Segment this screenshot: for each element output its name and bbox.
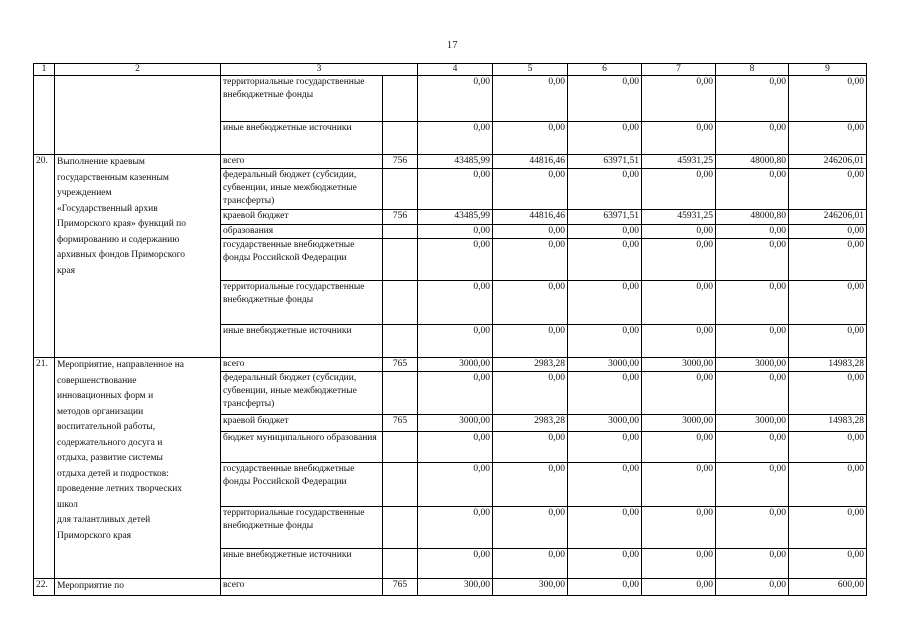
description-line: Мероприятие по <box>57 581 124 591</box>
amount-cell: 43485,99 <box>418 155 493 169</box>
measure-description <box>55 76 221 155</box>
row-index <box>34 76 55 155</box>
amount-cell: 0,00 <box>789 225 867 239</box>
amount-cell: 0,00 <box>716 169 789 210</box>
description-line: совершенствование <box>57 375 137 386</box>
funding-source: иные внебюджетные источники <box>221 325 383 358</box>
amount-cell: 63971,51 <box>568 210 642 225</box>
amount-cell: 2983,28 <box>493 415 568 432</box>
amount-cell: 0,00 <box>789 76 867 122</box>
amount-cell: 0,00 <box>716 372 789 415</box>
funding-source: краевой бюджет <box>221 415 383 432</box>
column-header: 8 <box>716 64 789 76</box>
amount-cell: 0,00 <box>418 325 493 358</box>
description-line: формированию и содержанию <box>57 234 180 245</box>
amount-cell: 0,00 <box>418 372 493 415</box>
amount-cell: 0,00 <box>493 372 568 415</box>
amount-cell: 3000,00 <box>568 358 642 372</box>
description-line: Приморского края» функций по <box>57 219 186 229</box>
amount-cell: 0,00 <box>642 76 716 122</box>
budget-code <box>383 76 418 122</box>
funding-source: образования <box>221 225 383 239</box>
budget-code <box>383 549 418 579</box>
amount-cell: 0,00 <box>789 549 867 579</box>
amount-cell: 0,00 <box>716 463 789 507</box>
amount-cell: 0,00 <box>716 281 789 325</box>
amount-cell: 0,00 <box>642 432 716 463</box>
amount-cell: 0,00 <box>642 169 716 210</box>
column-header: 9 <box>789 64 867 76</box>
amount-cell: 0,00 <box>642 281 716 325</box>
amount-cell: 0,00 <box>493 281 568 325</box>
amount-cell: 44816,46 <box>493 210 568 225</box>
amount-cell: 0,00 <box>789 169 867 210</box>
measure-description <box>55 155 221 358</box>
description-line: учреждением <box>57 188 112 198</box>
budget-code <box>383 325 418 358</box>
funding-source: всего <box>221 579 383 596</box>
row-index: 22. <box>34 579 55 596</box>
column-header: 4 <box>418 64 493 76</box>
description-line: для талантливых детей <box>57 515 151 525</box>
amount-cell: 3000,00 <box>642 358 716 372</box>
budget-code <box>383 122 418 155</box>
description-line: Выполнение краевым <box>57 157 145 167</box>
description-line: государственным казенным <box>57 172 169 183</box>
amount-cell: 246206,01 <box>789 210 867 225</box>
amount-cell: 3000,00 <box>716 415 789 432</box>
amount-cell: 3000,00 <box>716 358 789 372</box>
budget-code: 765 <box>383 579 418 596</box>
amount-cell: 3000,00 <box>642 415 716 432</box>
budget-code <box>383 372 418 415</box>
page-number: 17 <box>447 40 458 51</box>
amount-cell: 0,00 <box>716 225 789 239</box>
amount-cell: 0,00 <box>642 225 716 239</box>
amount-cell: 0,00 <box>789 325 867 358</box>
measure-description <box>55 579 221 596</box>
amount-cell: 0,00 <box>418 169 493 210</box>
amount-cell: 0,00 <box>642 507 716 549</box>
budget-code <box>383 239 418 281</box>
amount-cell: 0,00 <box>418 463 493 507</box>
budget-code <box>383 432 418 463</box>
funding-source: территориальные государственные внебюджетные фонды <box>221 281 383 325</box>
amount-cell: 0,00 <box>568 432 642 463</box>
amount-cell: 48000,80 <box>716 210 789 225</box>
amount-cell: 0,00 <box>493 463 568 507</box>
funding-source: территориальные государственные внебюджетные фонды <box>221 507 383 549</box>
column-header: 3 <box>221 64 418 76</box>
description-line: отдыха детей и подростков: <box>57 468 169 479</box>
amount-cell: 2983,28 <box>493 358 568 372</box>
amount-cell: 246206,01 <box>789 155 867 169</box>
budget-code: 765 <box>383 358 418 372</box>
funding-source: иные внебюджетные источники <box>221 549 383 579</box>
budget-code: 756 <box>383 155 418 169</box>
column-header: 2 <box>55 64 221 76</box>
amount-cell: 0,00 <box>568 76 642 122</box>
funding-source: федеральный бюджет (субсидии, субвенции, иные межбюджетные трансферты) <box>221 372 383 415</box>
funding-source: федеральный бюджет (субсидии, субвенции, иные межбюджетные трансферты) <box>221 169 383 210</box>
table-row <box>34 579 867 596</box>
row-index: 21. <box>34 358 55 579</box>
amount-cell: 0,00 <box>716 76 789 122</box>
funding-source: всего <box>221 358 383 372</box>
amount-cell: 0,00 <box>789 463 867 507</box>
amount-cell: 44816,46 <box>493 155 568 169</box>
amount-cell: 0,00 <box>642 549 716 579</box>
table-row <box>34 358 867 372</box>
amount-cell: 0,00 <box>642 239 716 281</box>
amount-cell: 0,00 <box>642 463 716 507</box>
amount-cell: 0,00 <box>716 549 789 579</box>
amount-cell: 43485,99 <box>418 210 493 225</box>
amount-cell: 0,00 <box>568 549 642 579</box>
amount-cell: 3000,00 <box>418 358 493 372</box>
amount-cell: 0,00 <box>493 225 568 239</box>
table-row <box>34 155 867 169</box>
amount-cell: 0,00 <box>418 122 493 155</box>
amount-cell: 0,00 <box>493 549 568 579</box>
description-line: края <box>57 265 75 276</box>
amount-cell: 63971,51 <box>568 155 642 169</box>
amount-cell: 0,00 <box>568 507 642 549</box>
amount-cell: 0,00 <box>716 325 789 358</box>
table-body <box>34 64 867 596</box>
amount-cell: 0,00 <box>716 579 789 596</box>
budget-code <box>383 281 418 325</box>
amount-cell: 0,00 <box>493 76 568 122</box>
amount-cell: 0,00 <box>716 239 789 281</box>
description-line: содержательного досуга и <box>57 437 163 448</box>
description-line: проведение летних творческих <box>57 484 183 494</box>
amount-cell: 14983,28 <box>789 415 867 432</box>
description-line: отдыха, развитие системы <box>57 453 163 463</box>
amount-cell: 0,00 <box>493 122 568 155</box>
budget-code: 756 <box>383 210 418 225</box>
budget-table <box>33 63 867 596</box>
amount-cell: 0,00 <box>418 549 493 579</box>
budget-code <box>383 225 418 239</box>
funding-source: бюджет муниципального образования <box>221 432 383 463</box>
amount-cell: 0,00 <box>418 281 493 325</box>
funding-source: государственные внебюджетные фонды Российской Федерации <box>221 239 383 281</box>
amount-cell: 45931,25 <box>642 155 716 169</box>
amount-cell: 0,00 <box>642 579 716 596</box>
table-row <box>34 76 867 122</box>
description-line: инновационных форм и <box>57 391 154 401</box>
budget-code <box>383 463 418 507</box>
amount-cell: 0,00 <box>568 281 642 325</box>
column-header-row <box>34 64 867 76</box>
description-line: Мероприятие, направленное на <box>57 360 184 370</box>
amount-cell: 3000,00 <box>418 415 493 432</box>
funding-source: государственные внебюджетные фонды Российской Федерации <box>221 463 383 507</box>
amount-cell: 0,00 <box>716 122 789 155</box>
amount-cell: 0,00 <box>568 122 642 155</box>
amount-cell: 0,00 <box>568 463 642 507</box>
amount-cell: 0,00 <box>789 122 867 155</box>
amount-cell: 0,00 <box>568 325 642 358</box>
amount-cell: 0,00 <box>789 281 867 325</box>
amount-cell: 0,00 <box>418 239 493 281</box>
amount-cell: 0,00 <box>493 239 568 281</box>
budget-code <box>383 169 418 210</box>
description-line: воспитательной работы, <box>57 422 156 432</box>
amount-cell: 0,00 <box>418 225 493 239</box>
row-index: 20. <box>34 155 55 358</box>
amount-cell: 0,00 <box>493 325 568 358</box>
funding-source: территориальные государственные внебюджетные фонды <box>221 76 383 122</box>
amount-cell: 0,00 <box>789 372 867 415</box>
amount-cell: 600,00 <box>789 579 867 596</box>
amount-cell: 0,00 <box>568 372 642 415</box>
description-line: архивных фондов Приморского <box>57 250 186 260</box>
budget-code <box>383 507 418 549</box>
description-line: Приморского края <box>57 530 132 541</box>
amount-cell: 48000,80 <box>716 155 789 169</box>
amount-cell: 14983,28 <box>789 358 867 372</box>
amount-cell: 0,00 <box>493 169 568 210</box>
amount-cell: 0,00 <box>789 507 867 549</box>
column-header: 1 <box>34 64 55 76</box>
amount-cell: 0,00 <box>418 76 493 122</box>
column-header: 7 <box>642 64 716 76</box>
amount-cell: 0,00 <box>418 507 493 549</box>
amount-cell: 300,00 <box>493 579 568 596</box>
amount-cell: 0,00 <box>789 239 867 281</box>
budget-code: 765 <box>383 415 418 432</box>
amount-cell: 0,00 <box>642 122 716 155</box>
description-line: школ <box>57 499 78 510</box>
amount-cell: 300,00 <box>418 579 493 596</box>
amount-cell: 0,00 <box>716 507 789 549</box>
amount-cell: 0,00 <box>716 432 789 463</box>
description-line: «Государственный архив <box>57 203 158 214</box>
amount-cell: 0,00 <box>568 579 642 596</box>
amount-cell: 0,00 <box>568 169 642 210</box>
amount-cell: 0,00 <box>418 432 493 463</box>
amount-cell: 3000,00 <box>568 415 642 432</box>
amount-cell: 0,00 <box>642 325 716 358</box>
amount-cell: 0,00 <box>493 507 568 549</box>
measure-description <box>55 358 221 579</box>
amount-cell: 0,00 <box>568 225 642 239</box>
column-header: 6 <box>568 64 642 76</box>
funding-source: иные внебюджетные источники <box>221 122 383 155</box>
amount-cell: 0,00 <box>642 372 716 415</box>
description-line: методов организации <box>57 406 144 417</box>
amount-cell: 45931,25 <box>642 210 716 225</box>
amount-cell: 0,00 <box>493 432 568 463</box>
amount-cell: 0,00 <box>789 432 867 463</box>
column-header: 5 <box>493 64 568 76</box>
funding-source: всего <box>221 155 383 169</box>
funding-source: краевой бюджет <box>221 210 383 225</box>
amount-cell: 0,00 <box>568 239 642 281</box>
